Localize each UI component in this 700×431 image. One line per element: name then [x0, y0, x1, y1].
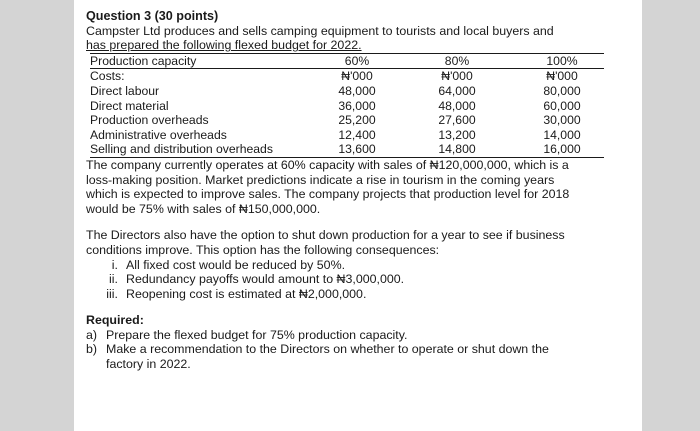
list-text-line: factory in 2022. [106, 357, 191, 372]
table-cell: 14,800 [394, 142, 520, 157]
row-label: Direct material [90, 98, 169, 113]
consequences-list [86, 258, 632, 302]
table-cell: 16,000 [520, 142, 604, 157]
list-number: iii. [106, 286, 118, 301]
table-cell: 13,600 [320, 142, 394, 157]
list-number: i. [111, 257, 118, 272]
table-header-row [90, 53, 604, 69]
row-label: Costs: [90, 69, 125, 84]
list-text: All fixed cost would be reduced by 50%. [126, 257, 346, 272]
document-content [86, 9, 632, 372]
paragraph-line: conditions improve. This option has the following consequences: [86, 242, 440, 257]
list-text-line: Make a recommendation to the Directors on whether to operate or shut down the [106, 342, 549, 357]
paragraph-line: which is expected to improve sales. The company projects that production level for 2018 [86, 187, 570, 202]
document-page [74, 0, 642, 431]
row-label: Selling and distribution overheads [90, 142, 320, 157]
list-item [86, 328, 632, 343]
list-item [86, 287, 632, 302]
list-number: a) [86, 327, 98, 342]
paragraph-line: would be 75% with sales of ₦150,000,000. [86, 201, 321, 216]
list-item [86, 272, 632, 287]
table-cell: 60,000 [543, 98, 581, 113]
row-label: Direct labour [90, 83, 160, 98]
table-row [90, 69, 604, 84]
paragraph-line: The company currently operates at 60% capacity with sales of ₦120,000,000, which is a [86, 157, 569, 172]
list-item [86, 258, 632, 273]
table-cell: 64,000 [438, 83, 476, 98]
list-number: b) [86, 342, 98, 357]
row-label: Administrative overheads [90, 127, 227, 142]
paragraph-line: loss-making position. Market predictions indicate a rise in tourism in the coming years [86, 172, 555, 187]
table-row [90, 142, 604, 157]
header-cell: 100% [520, 53, 604, 69]
list-text: Redundancy payoffs would amount to ₦3,000,000. [126, 272, 405, 287]
list-number: ii. [109, 272, 118, 287]
table-cell: 80,000 [543, 83, 581, 98]
table-row [90, 113, 604, 128]
header-cell: Production capacity [90, 53, 320, 69]
list-text [106, 342, 549, 371]
row-label: Production overheads [90, 113, 209, 128]
required-heading: Required: [86, 313, 144, 328]
table-cell: ₦'000 [546, 69, 578, 84]
table-cell: 27,600 [438, 113, 476, 128]
table-row [90, 99, 604, 114]
required-list [86, 328, 632, 372]
table-cell: 13,200 [438, 127, 476, 142]
intro-line-2: has prepared the following flexed budget for 2022. [86, 38, 362, 53]
table-cell: 14,000 [543, 127, 581, 142]
header-cell: 60% [320, 53, 394, 69]
header-cell: 80% [394, 53, 520, 69]
table-cell: 12,400 [338, 127, 376, 142]
list-text: Reopening cost is estimated at ₦2,000,000. [126, 286, 367, 301]
intro-line-1: Campster Ltd produces and sells camping equipment to tourists and local buyers and [86, 23, 554, 38]
question-title: Question 3 (30 points) [86, 9, 219, 23]
paragraph-operations [86, 158, 632, 216]
table-row [90, 84, 604, 99]
table-cell: 48,000 [338, 83, 376, 98]
table-cell: 25,200 [338, 113, 376, 128]
table-cell: ₦'000 [441, 69, 473, 84]
table-cell: 30,000 [543, 113, 581, 128]
list-text: Prepare the flexed budget for 75% production capacity. [106, 327, 408, 342]
flexed-budget-table [90, 53, 604, 158]
table-cell: 36,000 [338, 98, 376, 113]
table-cell: 48,000 [438, 98, 476, 113]
paragraph-line: The Directors also have the option to shut down production for a year to see if business [86, 228, 565, 243]
paragraph-shutdown-option [86, 228, 632, 257]
table-row [90, 128, 604, 143]
list-item [86, 342, 632, 371]
table-cell: ₦'000 [341, 69, 373, 84]
